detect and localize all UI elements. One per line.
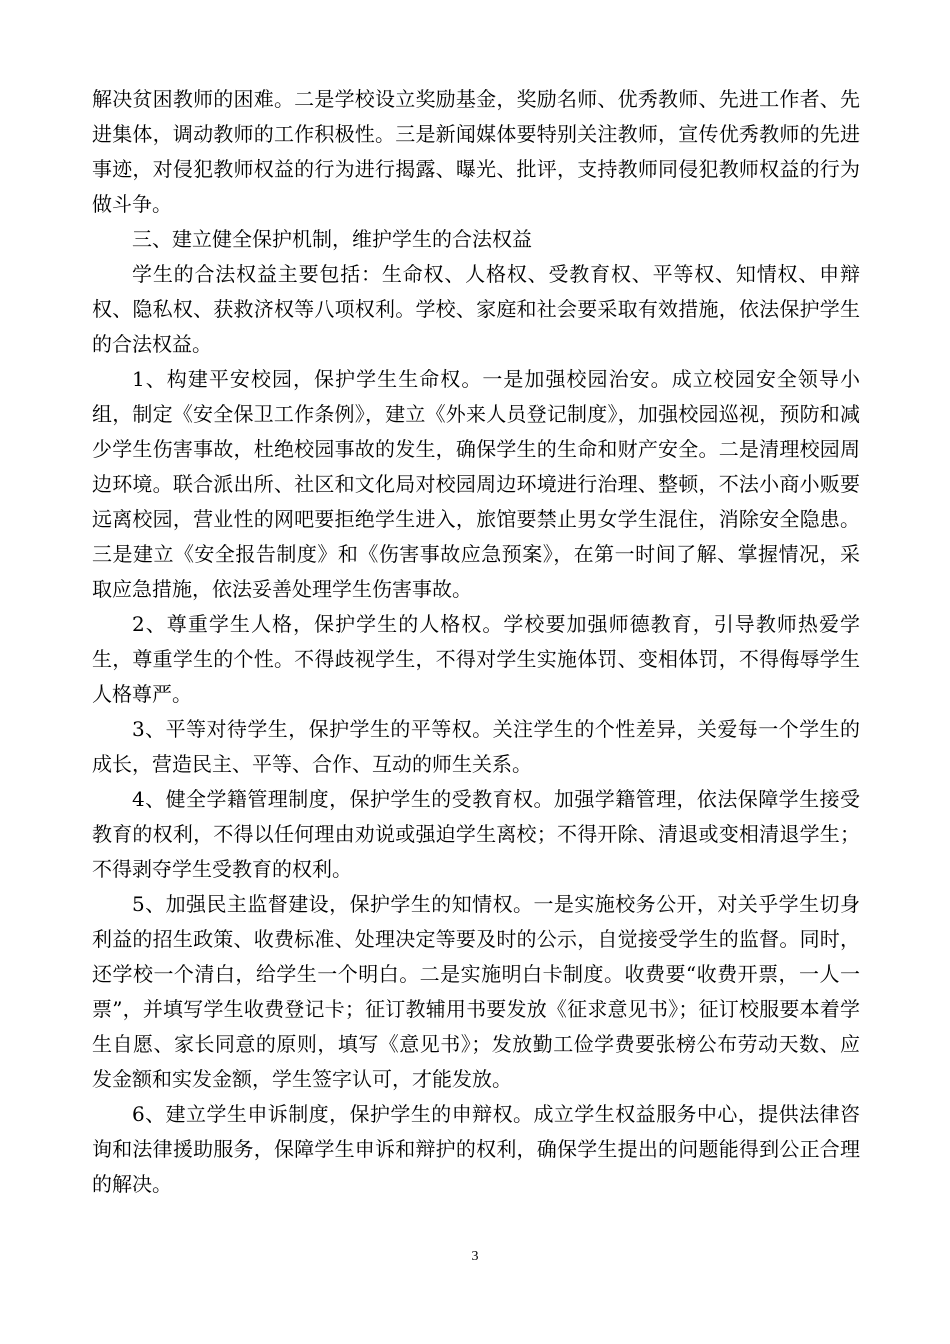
paragraph-item-6: 6、建立学生申诉制度，保护学生的申辩权。成立学生权益服务中心，提供法律咨询和法律援助服务，保障学生申诉和辩护的权利，确保学生提出的问题能得到公正合理的解决。 — [92, 1102, 860, 1196]
paragraph-item-4: 4、健全学籍管理制度，保护学生的受教育权。加强学籍管理，依法保障学生接受教育的权利，不得以任何理由劝说或强迫学生离校；不得开除、清退或变相清退学生；不得剥夺学生受教育的权利。 — [92, 787, 860, 881]
paragraph-item-1: 1、构建平安校园，保护学生生命权。一是加强校园治安。成立校园安全领导小组，制定《安全保卫工作条例》，建立《外来人员登记制度》，加强校园巡视，预防和减少学生伤害事故，杜绝校园事故的发生，确保学生的生命和财产安全。二是清理校园周边环境。联合派出所、社区和文化局对校园周边环境进行治理、整顿，不法小商小贩要远离校园，营业性的网吧要拒绝学生进入，旅馆要禁止男女学生混住，消除安全隐患。三是建立《安全报告制度》和《伤害事故应急预案》，在第一时间了解、掌握情况，采取应急措施，依法妥善处理学生伤害事故。 — [92, 367, 860, 601]
paragraph-continuation: 解决贫困教师的困难。二是学校设立奖励基金，奖励名师、优秀教师、先进工作者、先进集体，调动教师的工作积极性。三是新闻媒体要特别关注教师，宣传优秀教师的先进事迹，对侵犯教师权益的行为进行揭露、曝光、批评，支持教师同侵犯教师权益的行为做斗争。 — [92, 87, 860, 216]
paragraph-item-5: 5、加强民主监督建设，保护学生的知情权。一是实施校务公开，对关乎学生切身利益的招生政策、收费标准、处理决定等要及时的公示，自觉接受学生的监督。同时，还学校一个清白，给学生一个明白。二是实施明白卡制度。收费要“收费开票，一人一票”，并填写学生收费登记卡；征订教辅用书要发放《征求意见书》；征订校服要本着学生自愿、家长同意的原则，填写《意见书》；发放勤工俭学费要张榜公布劳动天数、应发金额和实发金额，学生签字认可，才能发放。 — [92, 892, 860, 1091]
paragraph-item-2: 2、尊重学生人格，保护学生的人格权。学校要加强师德教育，引导教师热爱学生，尊重学生的个性。不得歧视学生，不得对学生实施体罚、变相体罚，不得侮辱学生人格尊严。 — [92, 612, 860, 706]
paragraph-student-rights-intro: 学生的合法权益主要包括：生命权、人格权、受教育权、平等权、知情权、申辩权、隐私权、获救济权等八项权利。学校、家庭和社会要采取有效措施，依法保护学生的合法权益。 — [92, 262, 860, 356]
section-heading: 三、建立健全保护机制，维护学生的合法权益 — [132, 227, 532, 251]
page-number: 3 — [471, 1249, 479, 1264]
paragraph-item-3: 3、平等对待学生，保护学生的平等权。关注学生的个性差异，关爱每一个学生的成长，营造民主、平等、合作、互动的师生关系。 — [92, 717, 860, 776]
document-body — [92, 82, 860, 1202]
